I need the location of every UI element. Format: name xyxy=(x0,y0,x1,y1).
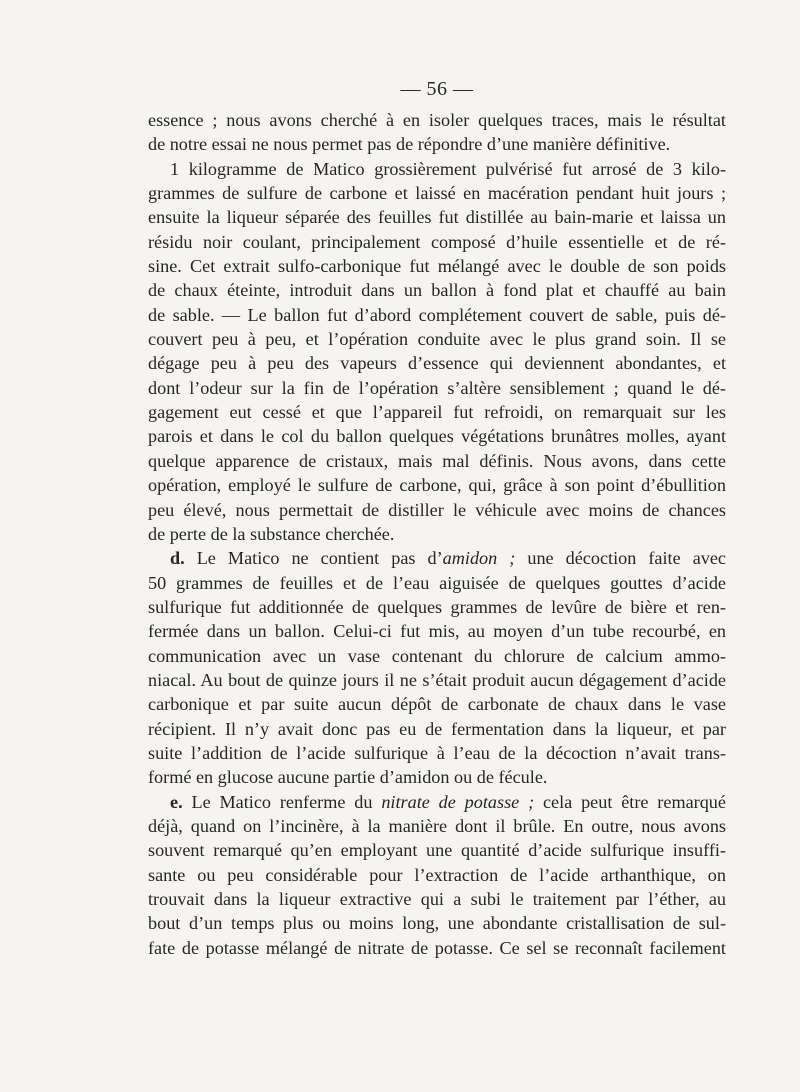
italic-term: amidon ; xyxy=(442,548,516,569)
text-line: suite l’addition de l’acide sulfurique à l’eau de la décoction n’avait trans- xyxy=(148,742,726,763)
text-line: communication avec un vase contenant du chlorure de calcium ammo- xyxy=(148,645,726,666)
italic-term: nitrate de potasse ; xyxy=(381,791,535,812)
text-line: de chaux éteinte, introduit dans un ballon à fond plat et chauffé au bain xyxy=(148,280,726,301)
text-line: niacal. Au bout de quinze jours il ne s’était produit aucun dégagement d’acide xyxy=(148,669,726,690)
text-line: bout d’un temps plus ou moins long, une abondante cristallisation de sul- xyxy=(148,913,726,934)
text-run: cela peut être remarqué xyxy=(534,791,726,812)
text-line: dégage peu à peu des vapeurs d’essence qui deviennent abondantes, et xyxy=(148,353,726,374)
text-line: parois et dans le col du ballon quelques végétations brunâtres molles, ayant xyxy=(148,426,726,447)
text-line: de notre essai ne nous permet pas de répondre d’une manière définitive. xyxy=(148,134,671,155)
text-line: de perte de la substance cherchée. xyxy=(148,523,395,544)
text-line: fate de potasse mélangé de nitrate de potasse. Ce sel se reconnaît facilement xyxy=(148,937,726,958)
text-line: 50 grammes de feuilles et de l’eau aiguisée de quelques gouttes d’acide xyxy=(148,572,726,593)
text-line: sante ou peu considérable pour l’extraction de l’acide arthanthique, on xyxy=(148,864,726,885)
section-marker-e: e. xyxy=(170,791,183,812)
text-line: formé en glucose aucune partie d’amidon ou de fécule. xyxy=(148,767,548,788)
text-line: récipient. Il n’y avait donc pas eu de fermentation dans la liqueur, et par xyxy=(148,718,726,739)
text-line: déjà, quand on l’incinère, à la manière dont il brûle. En outre, nous avons xyxy=(148,815,726,836)
text-line: dont l’odeur sur la fin de l’opération s’altère sensiblement ; quand le dé- xyxy=(148,377,726,398)
text-line: opération, employé le sulfure de carbone, qui, grâce à son point d’ébullition xyxy=(148,475,726,496)
text-line: trouvait dans la liqueur extractive qui a subi le traitement par l’éther, au xyxy=(148,889,726,909)
text-line: fermée dans un ballon. Celui-ci fut mis, au moyen d’un tube recourbé, en xyxy=(148,621,726,642)
text-line: grammes de sulfure de carbone et laissé en macération pendant huit jours ; xyxy=(148,183,726,204)
text-line: de sable. — Le ballon fut d’abord complétement couvert de sable, puis dé- xyxy=(148,304,726,325)
text-run: Le Matico ne contient pas d’ xyxy=(184,548,443,569)
text-line xyxy=(148,546,726,570)
text-line: sine. Cet extrait sulfo-carbonique fut mélangé avec le double de son poids xyxy=(148,256,726,277)
text-line: 1 kilogramme de Matico grossièrement pulvérisé fut arrosé de 3 kilo- xyxy=(170,158,726,179)
text-line: couvert peu à peu, et l’opération conduite avec le plus grand soin. Il se xyxy=(148,329,726,350)
text-line xyxy=(148,790,726,814)
page-number: — 56 — xyxy=(400,78,474,100)
text-run: une décoction faite avec xyxy=(515,548,727,569)
text-line: quelque apparence de cristaux, mais mal définis. Nous avons, dans cette xyxy=(148,450,726,471)
text-line: sulfurique fut additionnée de quelques grammes de levûre de bière et ren- xyxy=(148,596,726,617)
body-text xyxy=(148,108,726,960)
text-line: peu élevé, nous permettait de distiller le véhicule avec moins de chances xyxy=(148,499,726,520)
text-line: essence ; nous avons cherché à en isoler quelques traces, mais le résultat xyxy=(148,110,726,130)
text-line: souvent remarqué qu’en employant une quantité d’acide sulfurique insuffi- xyxy=(148,840,726,861)
text-line: résidu noir coulant, principalement composé d’huile essentielle et de ré- xyxy=(148,231,726,252)
text-line: gagement eut cessé et que l’appareil fut refroidi, on remarquait sur les xyxy=(148,402,726,423)
text-line: carbonique et par suite aucun dépôt de carbonate de chaux dans le vase xyxy=(148,694,726,715)
text-line: ensuite la liqueur séparée des feuilles fut distillée au bain-marie et laissa un xyxy=(148,207,726,228)
section-marker-d: d. xyxy=(170,548,185,569)
text-run: Le Matico renferme du xyxy=(182,791,382,812)
